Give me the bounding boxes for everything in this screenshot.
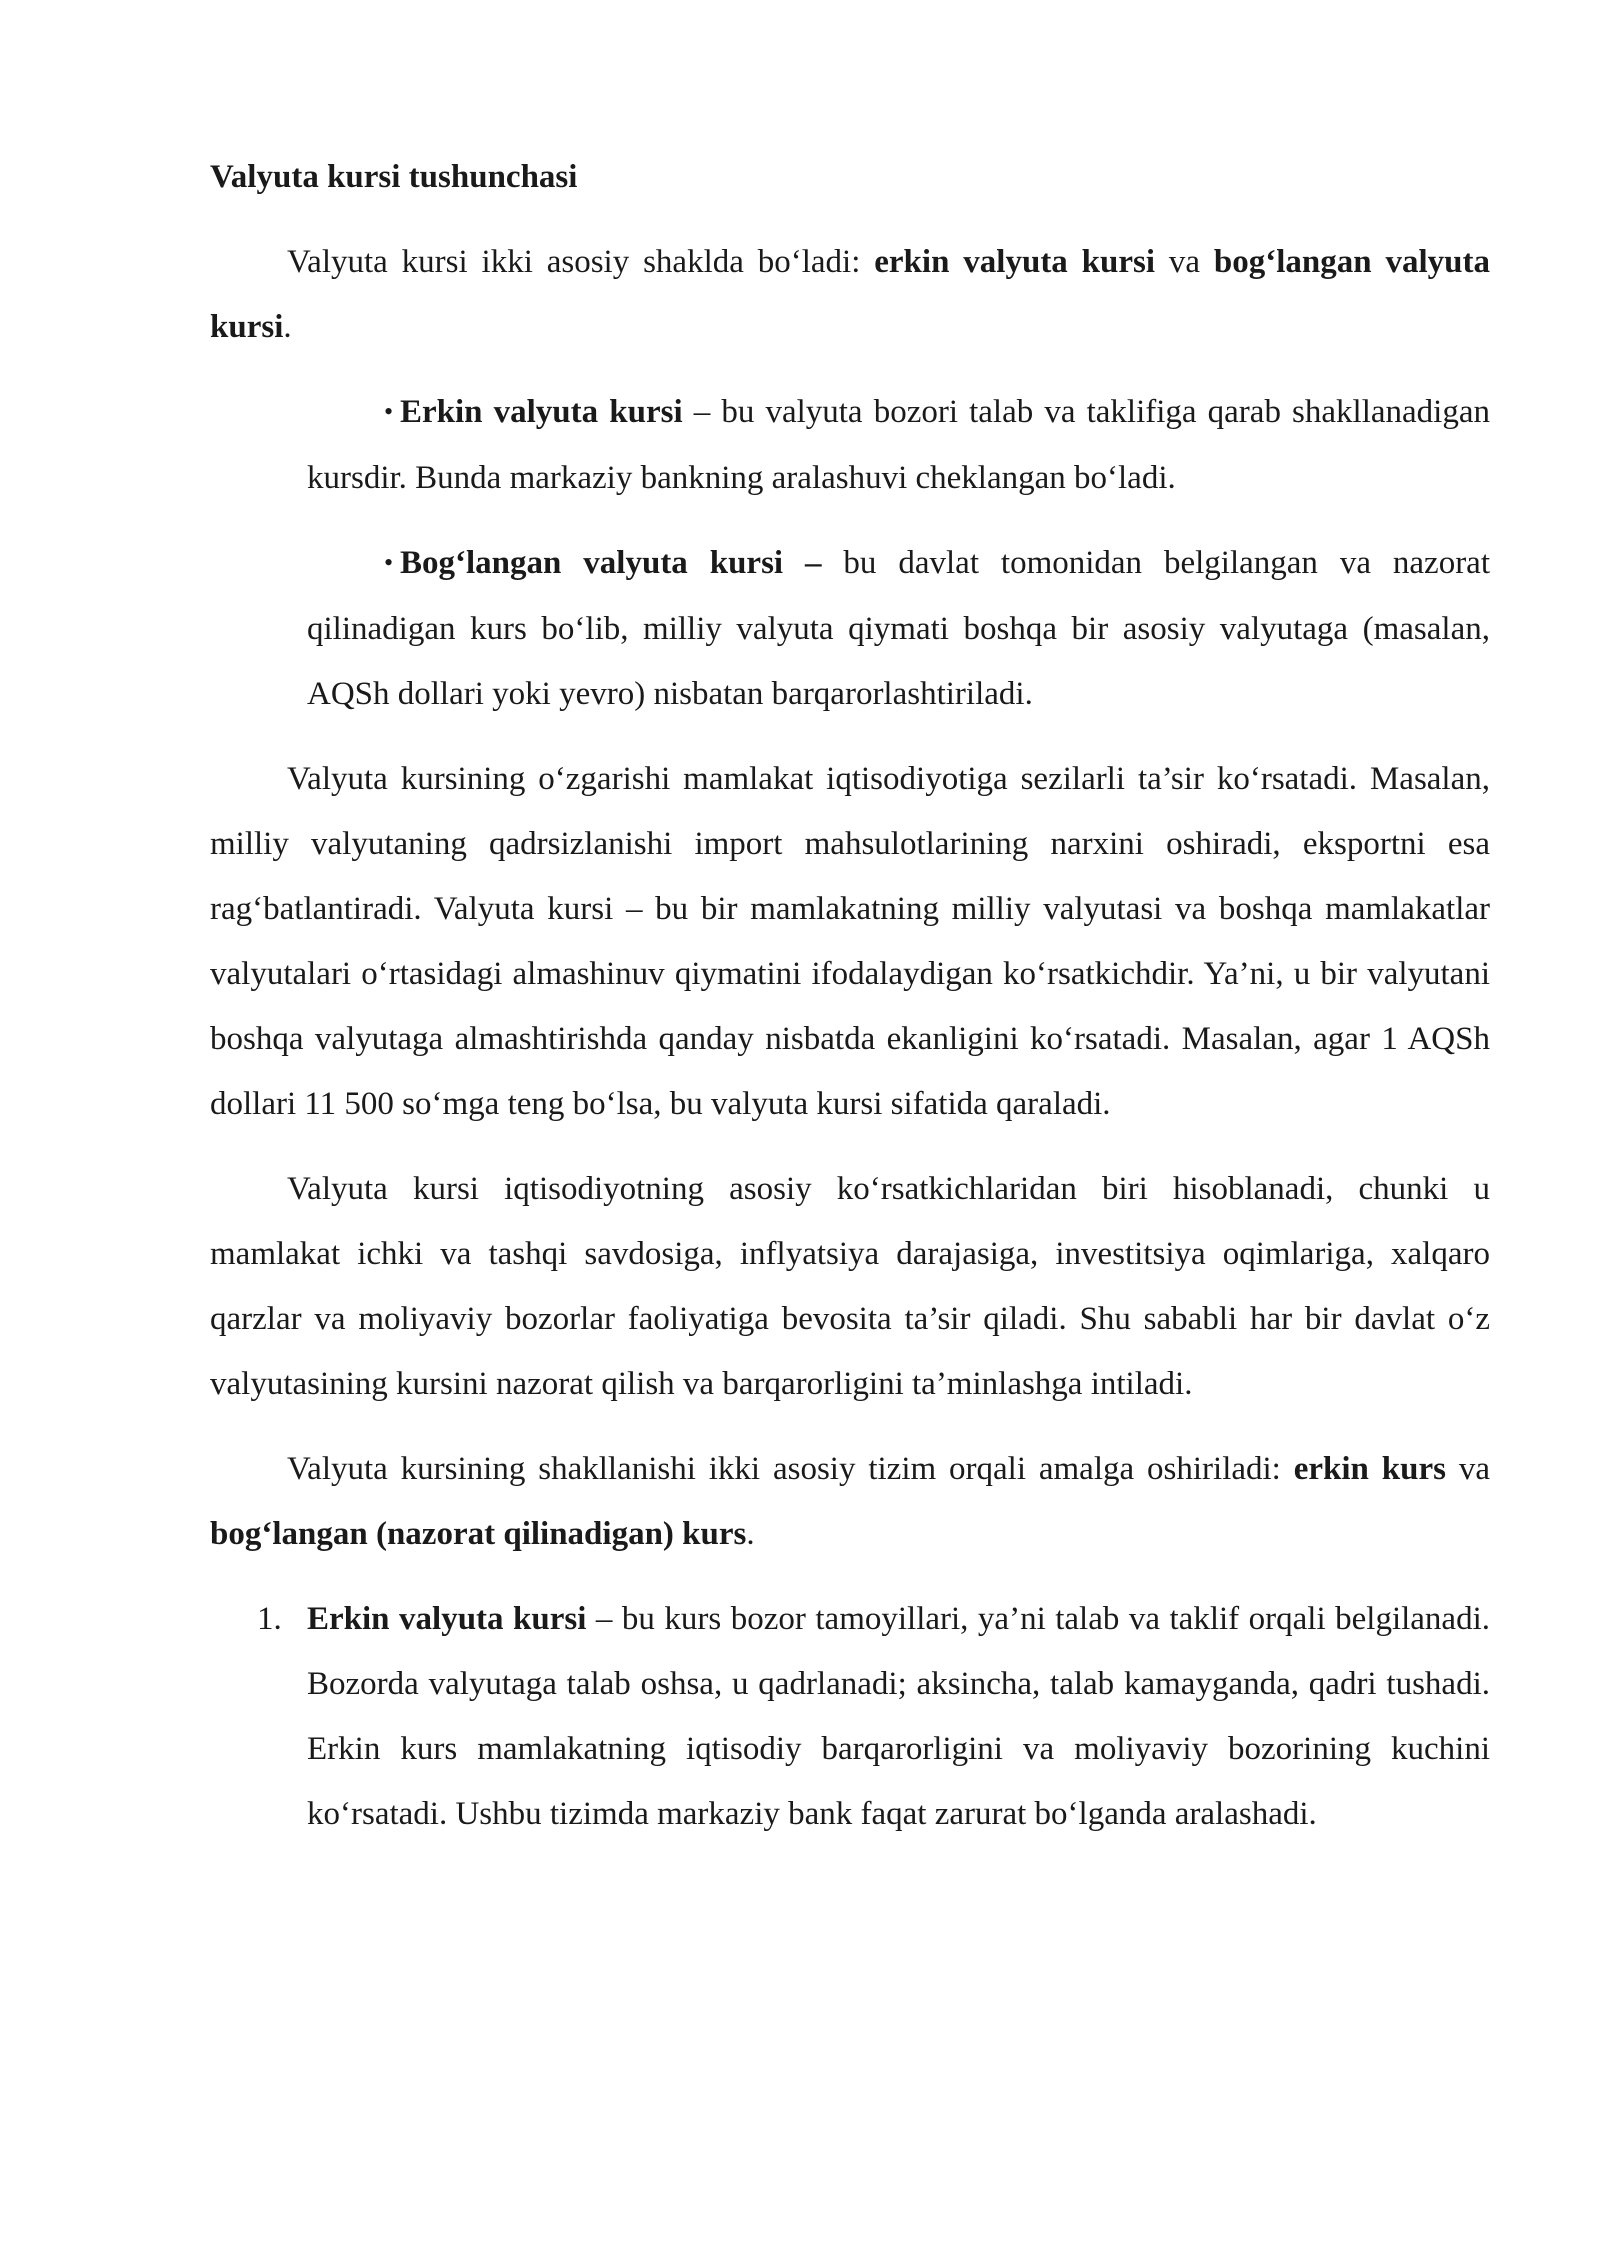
paragraph-text: . [746, 1516, 755, 1552]
paragraph-text: va [1445, 1451, 1490, 1487]
list-term: Erkin valyuta kursi [307, 1601, 587, 1637]
bullet-icon: • [384, 397, 394, 426]
paragraph-bold-term: erkin kurs [1293, 1451, 1446, 1487]
bullet-text: bu davlat tomonidan belgilangan va nazorat qilinadigan kurs bo‘lib, milliy valyuta qiymati boshqa bir asosiy valyutaga (masalan, AQSh dollari yoki yevro) nisbatan barqarorlashtiriladi. [307, 545, 1491, 712]
intro-bold-term: erkin valyuta kursi [874, 244, 1156, 280]
body-paragraph: Valyuta kursining o‘zgarishi mamlakat iqtisodiyotiga sezilarli ta’sir ko‘rsatadi. Masalan, milliy valyutaning qadrsizlanishi import mahsulotlarining narxini oshiradi, eksportni esa rag‘batlantiradi. Valyuta kursi – bu bir mamlakatning milliy valyutasi va boshqa mamlakatlar valyutalari o‘rtasidagi almashinuv qiymatini ifodalaydigan ko‘rsatkichdir. Ya’ni, u bir valyutani boshqa valyutaga almashtirishda qanday nisbatda ekanligini ko‘rsatadi. Masalan, agar 1 AQSh dollari 11 500 so‘mga teng bo‘lsa, bu valyuta kursi sifatida qaraladi. [210, 761, 1490, 1122]
intro-text: . [283, 309, 292, 345]
bullet-term: Erkin valyuta kursi [400, 394, 683, 430]
paragraph-bold-term: bog‘langan (nazorat qilinadigan) kurs [210, 1516, 747, 1552]
bullet-item [307, 380, 1490, 511]
numbered-list-item [257, 1587, 1490, 1847]
document-page [210, 145, 1490, 1847]
bullet-text: – bu valyuta bozori talab va taklifiga qarab shakllanadigan kursdir. Bunda markaziy bankning aralashuvi cheklangan bo‘ladi. [307, 394, 1490, 496]
section-heading: Valyuta kursi tushunchasi [210, 159, 578, 195]
bullet-term: Bog‘langan valyuta kursi – [400, 545, 822, 581]
intro-text: Valyuta kursi ikki asosiy shaklda bo‘ladi: [287, 244, 875, 280]
paragraph-text: Valyuta kursining shakllanishi ikki asosiy tizim orqali amalga oshiriladi: [287, 1451, 1294, 1487]
intro-text: va [1155, 244, 1214, 280]
bullet-icon: • [384, 548, 394, 577]
bullet-item [307, 531, 1490, 727]
intro-bold-term: bog‘langan valyuta kursi [210, 244, 1490, 345]
intro-paragraph [210, 230, 1490, 360]
list-text: – bu kurs bozor tamoyillari, ya’ni talab va taklif orqali belgilanadi. Bozorda valyutaga talab oshsa, u qadrlanadi; aksincha, talab kamayganda, qadri tushadi. Erkin kurs mamlakatning iqtisodiy barqarorligini va moliyaviy bozorining kuchini ko‘rsatadi. Ushbu tizimda markaziy bank faqat zarurat bo‘lganda aralashadi. [307, 1601, 1490, 1832]
body-paragraph [210, 1437, 1490, 1567]
list-number: 1. [257, 1601, 282, 1637]
body-paragraph: Valyuta kursi iqtisodiyotning asosiy ko‘rsatkichlaridan biri hisoblanadi, chunki u mamlakat ichki va tashqi savdosiga, inflyatsiya darajasiga, investitsiya oqimlariga, xalqaro qarzlar va moliyaviy bozorlar faoliyatiga bevosita ta’sir qiladi. Shu sababli har bir davlat o‘z valyutasining kursini nazorat qilish va barqarorligini ta’minlashga intiladi. [210, 1171, 1490, 1402]
